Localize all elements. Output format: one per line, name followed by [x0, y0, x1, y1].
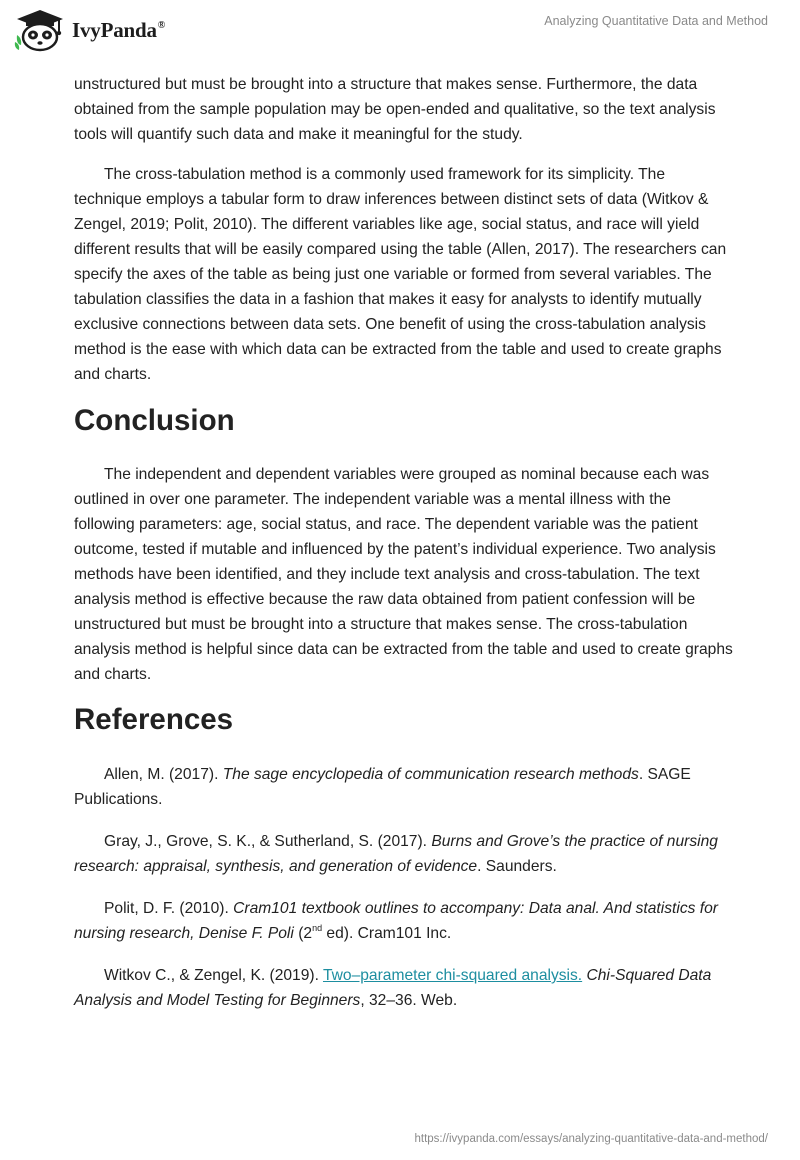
paragraph-cross-tabulation: The cross-tabulation method is a commonly used framework for its simplicity. The technique employs a tabular form to draw inferences between distinct sets of data (Witkov & Zengel, 2019; Polit, 2010). The different variables like age, social status, and race will yield different results that will be easily compared using the table (Allen, 2017). The researchers can specify the axes of the table as being just one variable or formed from several variables. The tabulation classifies the data in a fashion that makes it easy for analysts to identify mutually exclusive connections between data sets. One benefit of using the cross-tabulation analysis method is the ease with which data can be extracted from the table and used to create graphs and charts.: [74, 166, 727, 383]
brand-name: IvyPanda®: [72, 17, 166, 42]
reference-item: Gray, J., Grove, S. K., & Sutherland, S. (2017). Burns and Grove’s the practice of nursing research: appraisal, synthesis, and generation of evidence. Saunders.: [74, 833, 718, 875]
paragraph-continued: unstructured but must be brought into a structure that makes sense. Furthermore, the data obtained from the sample population may be open-ended and qualitative, so the text analysis tools will quantify such data and make it meaningful for the study.: [74, 76, 716, 143]
conclusion-heading: Conclusion: [74, 404, 235, 437]
reference-link[interactable]: Two–parameter chi-squared analysis.: [322, 967, 583, 984]
essay-content: [74, 72, 734, 1030]
panda-graduate-icon: [14, 8, 66, 52]
conclusion-paragraph: The independent and dependent variables were grouped as nominal because each was outlined in over one parameter. The independent variable was a mental illness with the following parameters: age, social status, and race. The dependent variable was the patient outcome, tested if mutable and influenced by the patent’s individual experience. Two analysis methods have been identified, and they include text analysis and cross-tabulation. The text analysis method is effective because the raw data obtained from patient confession will be unstructured but must be brought into a structure that makes sense. The cross-tabulation analysis method is helpful since data can be extracted from the table and used to create graphs and charts.: [74, 466, 733, 683]
document-title: Analyzing Quantitative Data and Method: [544, 14, 768, 28]
reference-item: Polit, D. F. (2010). Cram101 textbook outlines to accompany: Data anal. And statistics for nursing research, Denise F. Poli (2nd ed). Cram101 Inc.: [74, 900, 718, 942]
page-header: [0, 0, 800, 60]
references-heading: References: [74, 703, 234, 736]
reference-item: Allen, M. (2017). The sage encyclopedia of communication research methods. SAGE Publications.: [74, 766, 691, 808]
reference-item: Witkov C., & Zengel, K. (2019). Two–parameter chi-squared analysis. Chi-Squared Data Analysis and Model Testing for Beginners, 32–36. Web.: [74, 967, 712, 1009]
footer-url[interactable]: https://ivypanda.com/essays/analyzing-quantitative-data-and-method/: [414, 1133, 768, 1145]
ivypanda-logo[interactable]: [14, 8, 165, 52]
